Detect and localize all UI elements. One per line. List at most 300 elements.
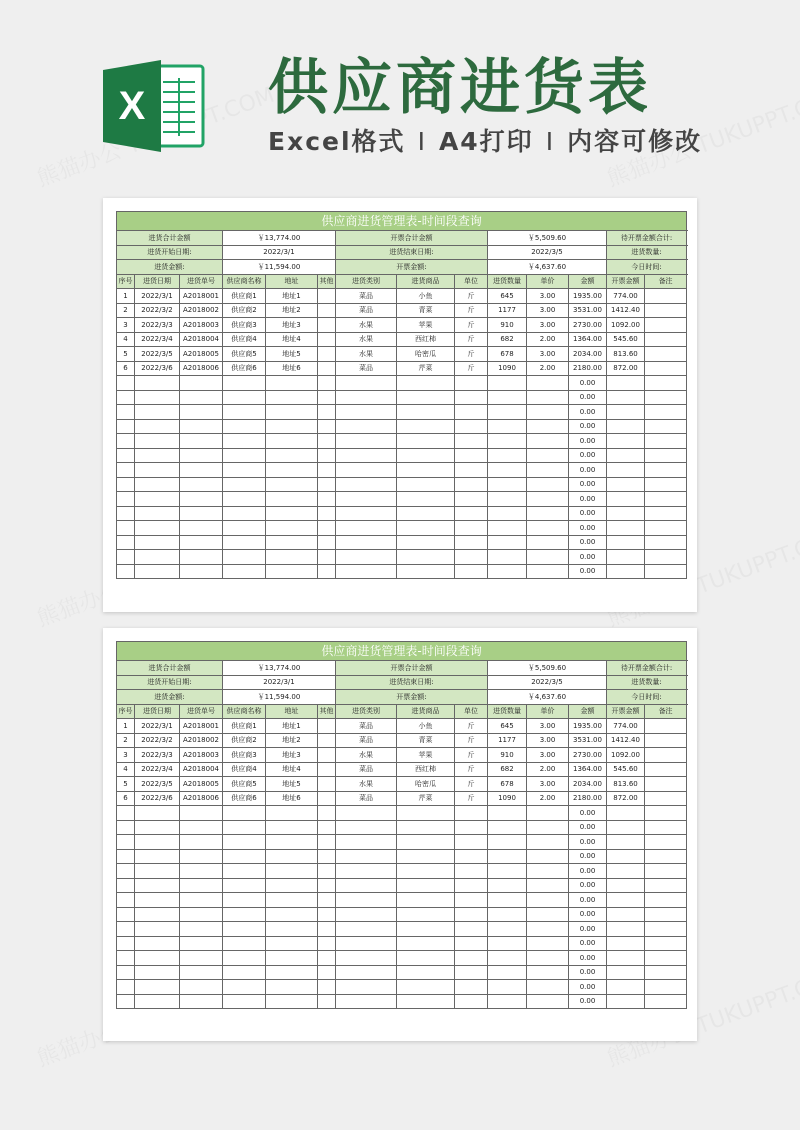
table-cell[interactable] [488, 922, 527, 937]
table-cell[interactable] [266, 506, 318, 521]
column-header[interactable]: 供应商名称 [223, 274, 266, 289]
table-cell[interactable]: 供应商6 [223, 791, 266, 806]
table-cell[interactable] [527, 564, 569, 579]
column-header[interactable]: 开票金额 [607, 274, 645, 289]
amount-cell[interactable]: 0.00 [569, 434, 607, 449]
table-cell[interactable] [455, 550, 488, 565]
table-cell[interactable] [607, 434, 645, 449]
table-cell[interactable]: 供应商1 [223, 719, 266, 734]
table-cell[interactable] [318, 893, 336, 908]
table-cell[interactable] [527, 463, 569, 478]
table-cell[interactable] [527, 376, 569, 391]
table-cell[interactable]: 供应商3 [223, 748, 266, 763]
column-header[interactable]: 开票金额 [607, 704, 645, 719]
table-title[interactable]: 供应商进货管理表-时间段查询 [117, 212, 687, 231]
table-cell[interactable] [527, 448, 569, 463]
table-cell[interactable] [645, 521, 687, 536]
table-cell[interactable] [336, 448, 397, 463]
table-cell[interactable]: 6 [117, 791, 135, 806]
table-cell[interactable] [223, 980, 266, 995]
table-cell[interactable] [266, 463, 318, 478]
table-cell[interactable]: 774.00 [607, 719, 645, 734]
table-cell[interactable]: 4 [117, 762, 135, 777]
column-header[interactable]: 单位 [455, 704, 488, 719]
table-cell[interactable]: 774.00 [607, 289, 645, 304]
table-cell[interactable] [135, 835, 180, 850]
table-cell[interactable] [527, 806, 569, 821]
table-cell[interactable] [117, 951, 135, 966]
table-cell[interactable] [117, 965, 135, 980]
table-cell[interactable] [527, 535, 569, 550]
table-cell[interactable] [266, 419, 318, 434]
table-cell[interactable]: 菜品 [336, 733, 397, 748]
table-cell[interactable]: A2018002 [180, 303, 223, 318]
table-cell[interactable] [607, 849, 645, 864]
table-cell[interactable]: 3 [117, 748, 135, 763]
table-cell[interactable] [266, 405, 318, 420]
table-cell[interactable] [336, 936, 397, 951]
table-cell[interactable]: 斤 [455, 777, 488, 792]
table-cell[interactable]: A2018004 [180, 332, 223, 347]
table-cell[interactable]: 水果 [336, 347, 397, 362]
table-cell[interactable]: 645 [488, 719, 527, 734]
table-cell[interactable]: 1 [117, 289, 135, 304]
table-cell[interactable] [645, 777, 687, 792]
table-cell[interactable] [223, 405, 266, 420]
amount-cell[interactable]: 0.00 [569, 550, 607, 565]
table-cell[interactable] [223, 477, 266, 492]
table-cell[interactable]: 872.00 [607, 791, 645, 806]
table-cell[interactable] [223, 434, 266, 449]
table-cell[interactable] [180, 994, 223, 1009]
table-cell[interactable] [180, 390, 223, 405]
table-cell[interactable]: 1090 [488, 791, 527, 806]
table-cell[interactable]: 1090 [488, 361, 527, 376]
table-cell[interactable]: 菜品 [336, 303, 397, 318]
table-cell[interactable] [318, 332, 336, 347]
table-cell[interactable] [336, 806, 397, 821]
summary-value[interactable]: ￥4,637.60 [488, 690, 607, 705]
table-cell[interactable] [397, 434, 455, 449]
table-cell[interactable]: 1092.00 [607, 318, 645, 333]
table-cell[interactable]: 2022/3/3 [135, 748, 180, 763]
table-cell[interactable] [607, 535, 645, 550]
table-cell[interactable] [488, 835, 527, 850]
table-cell[interactable] [266, 907, 318, 922]
table-cell[interactable] [318, 318, 336, 333]
table-cell[interactable] [645, 936, 687, 951]
table-cell[interactable] [318, 535, 336, 550]
column-header[interactable]: 金额 [569, 274, 607, 289]
table-cell[interactable] [266, 864, 318, 879]
table-cell[interactable]: 地址4 [266, 762, 318, 777]
amount-cell[interactable]: 0.00 [569, 477, 607, 492]
table-cell[interactable] [266, 448, 318, 463]
table-cell[interactable]: 1177 [488, 733, 527, 748]
amount-cell[interactable]: 0.00 [569, 936, 607, 951]
column-header[interactable]: 金额 [569, 704, 607, 719]
table-cell[interactable] [336, 994, 397, 1009]
table-cell[interactable] [117, 980, 135, 995]
table-cell[interactable]: 地址5 [266, 347, 318, 362]
table-cell[interactable] [488, 550, 527, 565]
table-cell[interactable] [318, 347, 336, 362]
summary-value[interactable]: ￥11,594.00 [223, 260, 336, 275]
table-cell[interactable] [488, 390, 527, 405]
table-cell[interactable] [336, 492, 397, 507]
table-cell[interactable] [397, 535, 455, 550]
table-cell[interactable] [266, 849, 318, 864]
summary-label[interactable]: 进货数量: [607, 245, 687, 260]
table-cell[interactable] [117, 477, 135, 492]
table-cell[interactable]: 2022/3/2 [135, 303, 180, 318]
amount-cell[interactable]: 0.00 [569, 463, 607, 478]
table-cell[interactable] [266, 951, 318, 966]
summary-value[interactable]: ￥5,509.60 [488, 231, 607, 246]
table-cell[interactable]: 545.60 [607, 332, 645, 347]
table-cell[interactable] [180, 492, 223, 507]
table-cell[interactable] [455, 893, 488, 908]
table-cell[interactable]: A2018001 [180, 289, 223, 304]
column-header[interactable]: 地址 [266, 274, 318, 289]
amount-cell[interactable]: 0.00 [569, 864, 607, 879]
amount-cell[interactable]: 0.00 [569, 878, 607, 893]
summary-label[interactable]: 进货开始日期: [117, 245, 223, 260]
table-cell[interactable]: 斤 [455, 347, 488, 362]
table-cell[interactable]: 水果 [336, 332, 397, 347]
table-cell[interactable] [266, 893, 318, 908]
table-cell[interactable]: A2018005 [180, 777, 223, 792]
table-cell[interactable]: 哈密瓜 [397, 777, 455, 792]
table-cell[interactable] [645, 994, 687, 1009]
table-cell[interactable]: 3.00 [527, 303, 569, 318]
table-cell[interactable]: A2018001 [180, 719, 223, 734]
table-cell[interactable]: 供应商5 [223, 777, 266, 792]
table-cell[interactable] [318, 463, 336, 478]
table-cell[interactable] [397, 864, 455, 879]
table-cell[interactable]: 2730.00 [569, 748, 607, 763]
column-header[interactable]: 进货商品 [397, 274, 455, 289]
table-cell[interactable]: 3531.00 [569, 303, 607, 318]
table-cell[interactable]: 供应商4 [223, 762, 266, 777]
table-cell[interactable]: 2034.00 [569, 347, 607, 362]
table-cell[interactable] [645, 835, 687, 850]
table-cell[interactable] [135, 550, 180, 565]
summary-value[interactable]: ￥13,774.00 [223, 661, 336, 676]
table-cell[interactable] [223, 878, 266, 893]
column-header[interactable]: 进货单号 [180, 274, 223, 289]
table-cell[interactable]: 2180.00 [569, 361, 607, 376]
table-cell[interactable] [135, 994, 180, 1009]
table-cell[interactable]: 2022/3/3 [135, 318, 180, 333]
table-cell[interactable] [266, 994, 318, 1009]
table-cell[interactable] [223, 893, 266, 908]
table-cell[interactable] [135, 849, 180, 864]
table-cell[interactable] [223, 835, 266, 850]
table-cell[interactable] [117, 922, 135, 937]
table-cell[interactable] [397, 965, 455, 980]
column-header[interactable]: 序号 [117, 274, 135, 289]
table-cell[interactable] [607, 463, 645, 478]
table-cell[interactable] [180, 448, 223, 463]
table-cell[interactable]: 813.60 [607, 347, 645, 362]
table-cell[interactable] [607, 893, 645, 908]
table-cell[interactable]: 2022/3/4 [135, 762, 180, 777]
table-cell[interactable] [117, 376, 135, 391]
table-cell[interactable] [488, 820, 527, 835]
table-cell[interactable] [455, 878, 488, 893]
table-cell[interactable] [266, 965, 318, 980]
amount-cell[interactable]: 0.00 [569, 922, 607, 937]
table-cell[interactable] [266, 806, 318, 821]
table-cell[interactable]: 2.00 [527, 791, 569, 806]
table-cell[interactable]: A2018006 [180, 791, 223, 806]
table-cell[interactable] [223, 390, 266, 405]
table-cell[interactable] [336, 477, 397, 492]
table-cell[interactable] [607, 521, 645, 536]
table-cell[interactable] [455, 806, 488, 821]
table-cell[interactable] [455, 434, 488, 449]
table-cell[interactable]: A2018004 [180, 762, 223, 777]
table-cell[interactable] [318, 492, 336, 507]
table-cell[interactable]: 813.60 [607, 777, 645, 792]
table-cell[interactable] [645, 318, 687, 333]
table-cell[interactable] [180, 477, 223, 492]
table-cell[interactable] [135, 820, 180, 835]
table-cell[interactable] [117, 521, 135, 536]
table-cell[interactable] [397, 376, 455, 391]
table-cell[interactable] [455, 492, 488, 507]
table-cell[interactable]: 3 [117, 318, 135, 333]
table-cell[interactable] [607, 806, 645, 821]
column-header[interactable]: 进货数量 [488, 704, 527, 719]
table-cell[interactable] [223, 463, 266, 478]
table-cell[interactable] [117, 820, 135, 835]
table-cell[interactable] [488, 951, 527, 966]
table-cell[interactable]: 供应商3 [223, 318, 266, 333]
table-cell[interactable] [223, 849, 266, 864]
table-cell[interactable]: 3.00 [527, 289, 569, 304]
table-cell[interactable]: 芹菜 [397, 361, 455, 376]
table-cell[interactable]: 斤 [455, 791, 488, 806]
table-cell[interactable] [318, 448, 336, 463]
table-cell[interactable] [397, 835, 455, 850]
table-cell[interactable]: 678 [488, 777, 527, 792]
table-cell[interactable] [117, 390, 135, 405]
table-cell[interactable] [488, 907, 527, 922]
table-cell[interactable] [223, 922, 266, 937]
table-cell[interactable] [607, 864, 645, 879]
table-cell[interactable] [455, 376, 488, 391]
table-cell[interactable] [318, 477, 336, 492]
table-cell[interactable] [318, 951, 336, 966]
table-cell[interactable]: 1177 [488, 303, 527, 318]
table-cell[interactable] [488, 419, 527, 434]
table-cell[interactable] [607, 492, 645, 507]
table-cell[interactable] [180, 434, 223, 449]
table-cell[interactable] [397, 477, 455, 492]
table-cell[interactable] [397, 448, 455, 463]
table-cell[interactable] [180, 506, 223, 521]
column-header[interactable]: 进货数量 [488, 274, 527, 289]
table-cell[interactable] [180, 419, 223, 434]
table-cell[interactable]: 青菜 [397, 733, 455, 748]
table-cell[interactable] [266, 376, 318, 391]
table-cell[interactable] [488, 936, 527, 951]
table-cell[interactable] [607, 419, 645, 434]
table-cell[interactable] [455, 965, 488, 980]
table-cell[interactable] [135, 492, 180, 507]
table-cell[interactable]: 682 [488, 332, 527, 347]
table-cell[interactable] [455, 463, 488, 478]
table-cell[interactable] [336, 893, 397, 908]
table-cell[interactable]: 5 [117, 777, 135, 792]
table-cell[interactable] [180, 564, 223, 579]
table-cell[interactable] [266, 550, 318, 565]
table-cell[interactable] [135, 893, 180, 908]
table-cell[interactable] [180, 849, 223, 864]
table-cell[interactable]: 斤 [455, 733, 488, 748]
table-cell[interactable] [318, 849, 336, 864]
table-cell[interactable] [266, 521, 318, 536]
table-cell[interactable] [397, 820, 455, 835]
table-cell[interactable] [488, 434, 527, 449]
table-cell[interactable] [645, 535, 687, 550]
table-cell[interactable] [645, 332, 687, 347]
table-cell[interactable]: 2022/3/2 [135, 733, 180, 748]
table-cell[interactable]: 872.00 [607, 361, 645, 376]
table-cell[interactable] [488, 994, 527, 1009]
table-cell[interactable]: 斤 [455, 332, 488, 347]
table-cell[interactable]: 2 [117, 733, 135, 748]
table-cell[interactable]: 3.00 [527, 748, 569, 763]
table-cell[interactable] [117, 434, 135, 449]
table-cell[interactable]: 2022/3/6 [135, 361, 180, 376]
table-cell[interactable] [527, 835, 569, 850]
table-cell[interactable] [645, 907, 687, 922]
table-cell[interactable]: 斤 [455, 361, 488, 376]
table-cell[interactable] [180, 980, 223, 995]
table-cell[interactable] [135, 434, 180, 449]
table-cell[interactable] [645, 376, 687, 391]
table-cell[interactable]: 地址3 [266, 318, 318, 333]
table-cell[interactable] [223, 521, 266, 536]
table-cell[interactable] [318, 733, 336, 748]
column-header[interactable]: 地址 [266, 704, 318, 719]
summary-label[interactable]: 进货合计金额 [117, 661, 223, 676]
table-cell[interactable] [180, 878, 223, 893]
table-cell[interactable]: 菜品 [336, 719, 397, 734]
table-cell[interactable]: A2018002 [180, 733, 223, 748]
table-cell[interactable] [397, 521, 455, 536]
table-cell[interactable]: 2022/3/5 [135, 347, 180, 362]
summary-value[interactable]: ￥11,594.00 [223, 690, 336, 705]
table-cell[interactable] [266, 878, 318, 893]
table-cell[interactable]: 西红柿 [397, 332, 455, 347]
table-cell[interactable] [645, 564, 687, 579]
table-cell[interactable] [223, 864, 266, 879]
amount-cell[interactable]: 0.00 [569, 448, 607, 463]
table-cell[interactable] [336, 864, 397, 879]
table-cell[interactable] [266, 820, 318, 835]
table-cell[interactable]: 小鱼 [397, 289, 455, 304]
table-cell[interactable] [117, 564, 135, 579]
table-cell[interactable] [180, 864, 223, 879]
column-header[interactable]: 备注 [645, 704, 687, 719]
table-cell[interactable]: 地址6 [266, 791, 318, 806]
table-cell[interactable] [455, 448, 488, 463]
table-cell[interactable] [397, 806, 455, 821]
table-cell[interactable] [455, 994, 488, 1009]
column-header[interactable]: 单价 [527, 274, 569, 289]
table-cell[interactable] [527, 405, 569, 420]
table-cell[interactable] [318, 550, 336, 565]
summary-label[interactable]: 进货金额: [117, 690, 223, 705]
amount-cell[interactable]: 0.00 [569, 506, 607, 521]
table-cell[interactable]: 2.00 [527, 361, 569, 376]
table-cell[interactable] [135, 448, 180, 463]
table-cell[interactable] [135, 864, 180, 879]
table-cell[interactable] [645, 965, 687, 980]
summary-value[interactable]: 2022/3/5 [488, 675, 607, 690]
table-cell[interactable] [135, 965, 180, 980]
table-cell[interactable] [318, 390, 336, 405]
table-cell[interactable] [527, 965, 569, 980]
table-cell[interactable] [645, 864, 687, 879]
table-cell[interactable]: 1935.00 [569, 719, 607, 734]
table-cell[interactable] [527, 521, 569, 536]
amount-cell[interactable]: 0.00 [569, 907, 607, 922]
table-cell[interactable] [397, 419, 455, 434]
table-cell[interactable] [223, 806, 266, 821]
table-cell[interactable] [266, 477, 318, 492]
column-header[interactable]: 供应商名称 [223, 704, 266, 719]
table-cell[interactable]: 供应商5 [223, 347, 266, 362]
table-cell[interactable] [455, 820, 488, 835]
table-cell[interactable]: 哈密瓜 [397, 347, 455, 362]
summary-value[interactable]: ￥4,637.60 [488, 260, 607, 275]
table-cell[interactable] [223, 492, 266, 507]
table-cell[interactable] [645, 347, 687, 362]
table-cell[interactable] [318, 434, 336, 449]
table-cell[interactable] [488, 893, 527, 908]
table-cell[interactable] [336, 922, 397, 937]
table-cell[interactable] [455, 951, 488, 966]
table-cell[interactable]: 2022/3/1 [135, 289, 180, 304]
table-cell[interactable] [318, 289, 336, 304]
summary-label[interactable]: 进货合计金额 [117, 231, 223, 246]
table-cell[interactable]: 供应商2 [223, 303, 266, 318]
table-cell[interactable]: 供应商4 [223, 332, 266, 347]
table-cell[interactable]: A2018005 [180, 347, 223, 362]
table-cell[interactable] [223, 564, 266, 579]
amount-cell[interactable]: 0.00 [569, 835, 607, 850]
table-cell[interactable] [397, 994, 455, 1009]
table-cell[interactable] [135, 564, 180, 579]
table-cell[interactable] [527, 878, 569, 893]
table-cell[interactable] [336, 405, 397, 420]
table-cell[interactable] [455, 849, 488, 864]
table-cell[interactable] [455, 390, 488, 405]
table-cell[interactable]: 地址4 [266, 332, 318, 347]
table-cell[interactable] [223, 448, 266, 463]
table-cell[interactable] [488, 492, 527, 507]
table-cell[interactable] [336, 980, 397, 995]
table-cell[interactable]: 678 [488, 347, 527, 362]
table-cell[interactable] [135, 405, 180, 420]
summary-value[interactable]: 2022/3/5 [488, 245, 607, 260]
table-cell[interactable] [488, 448, 527, 463]
